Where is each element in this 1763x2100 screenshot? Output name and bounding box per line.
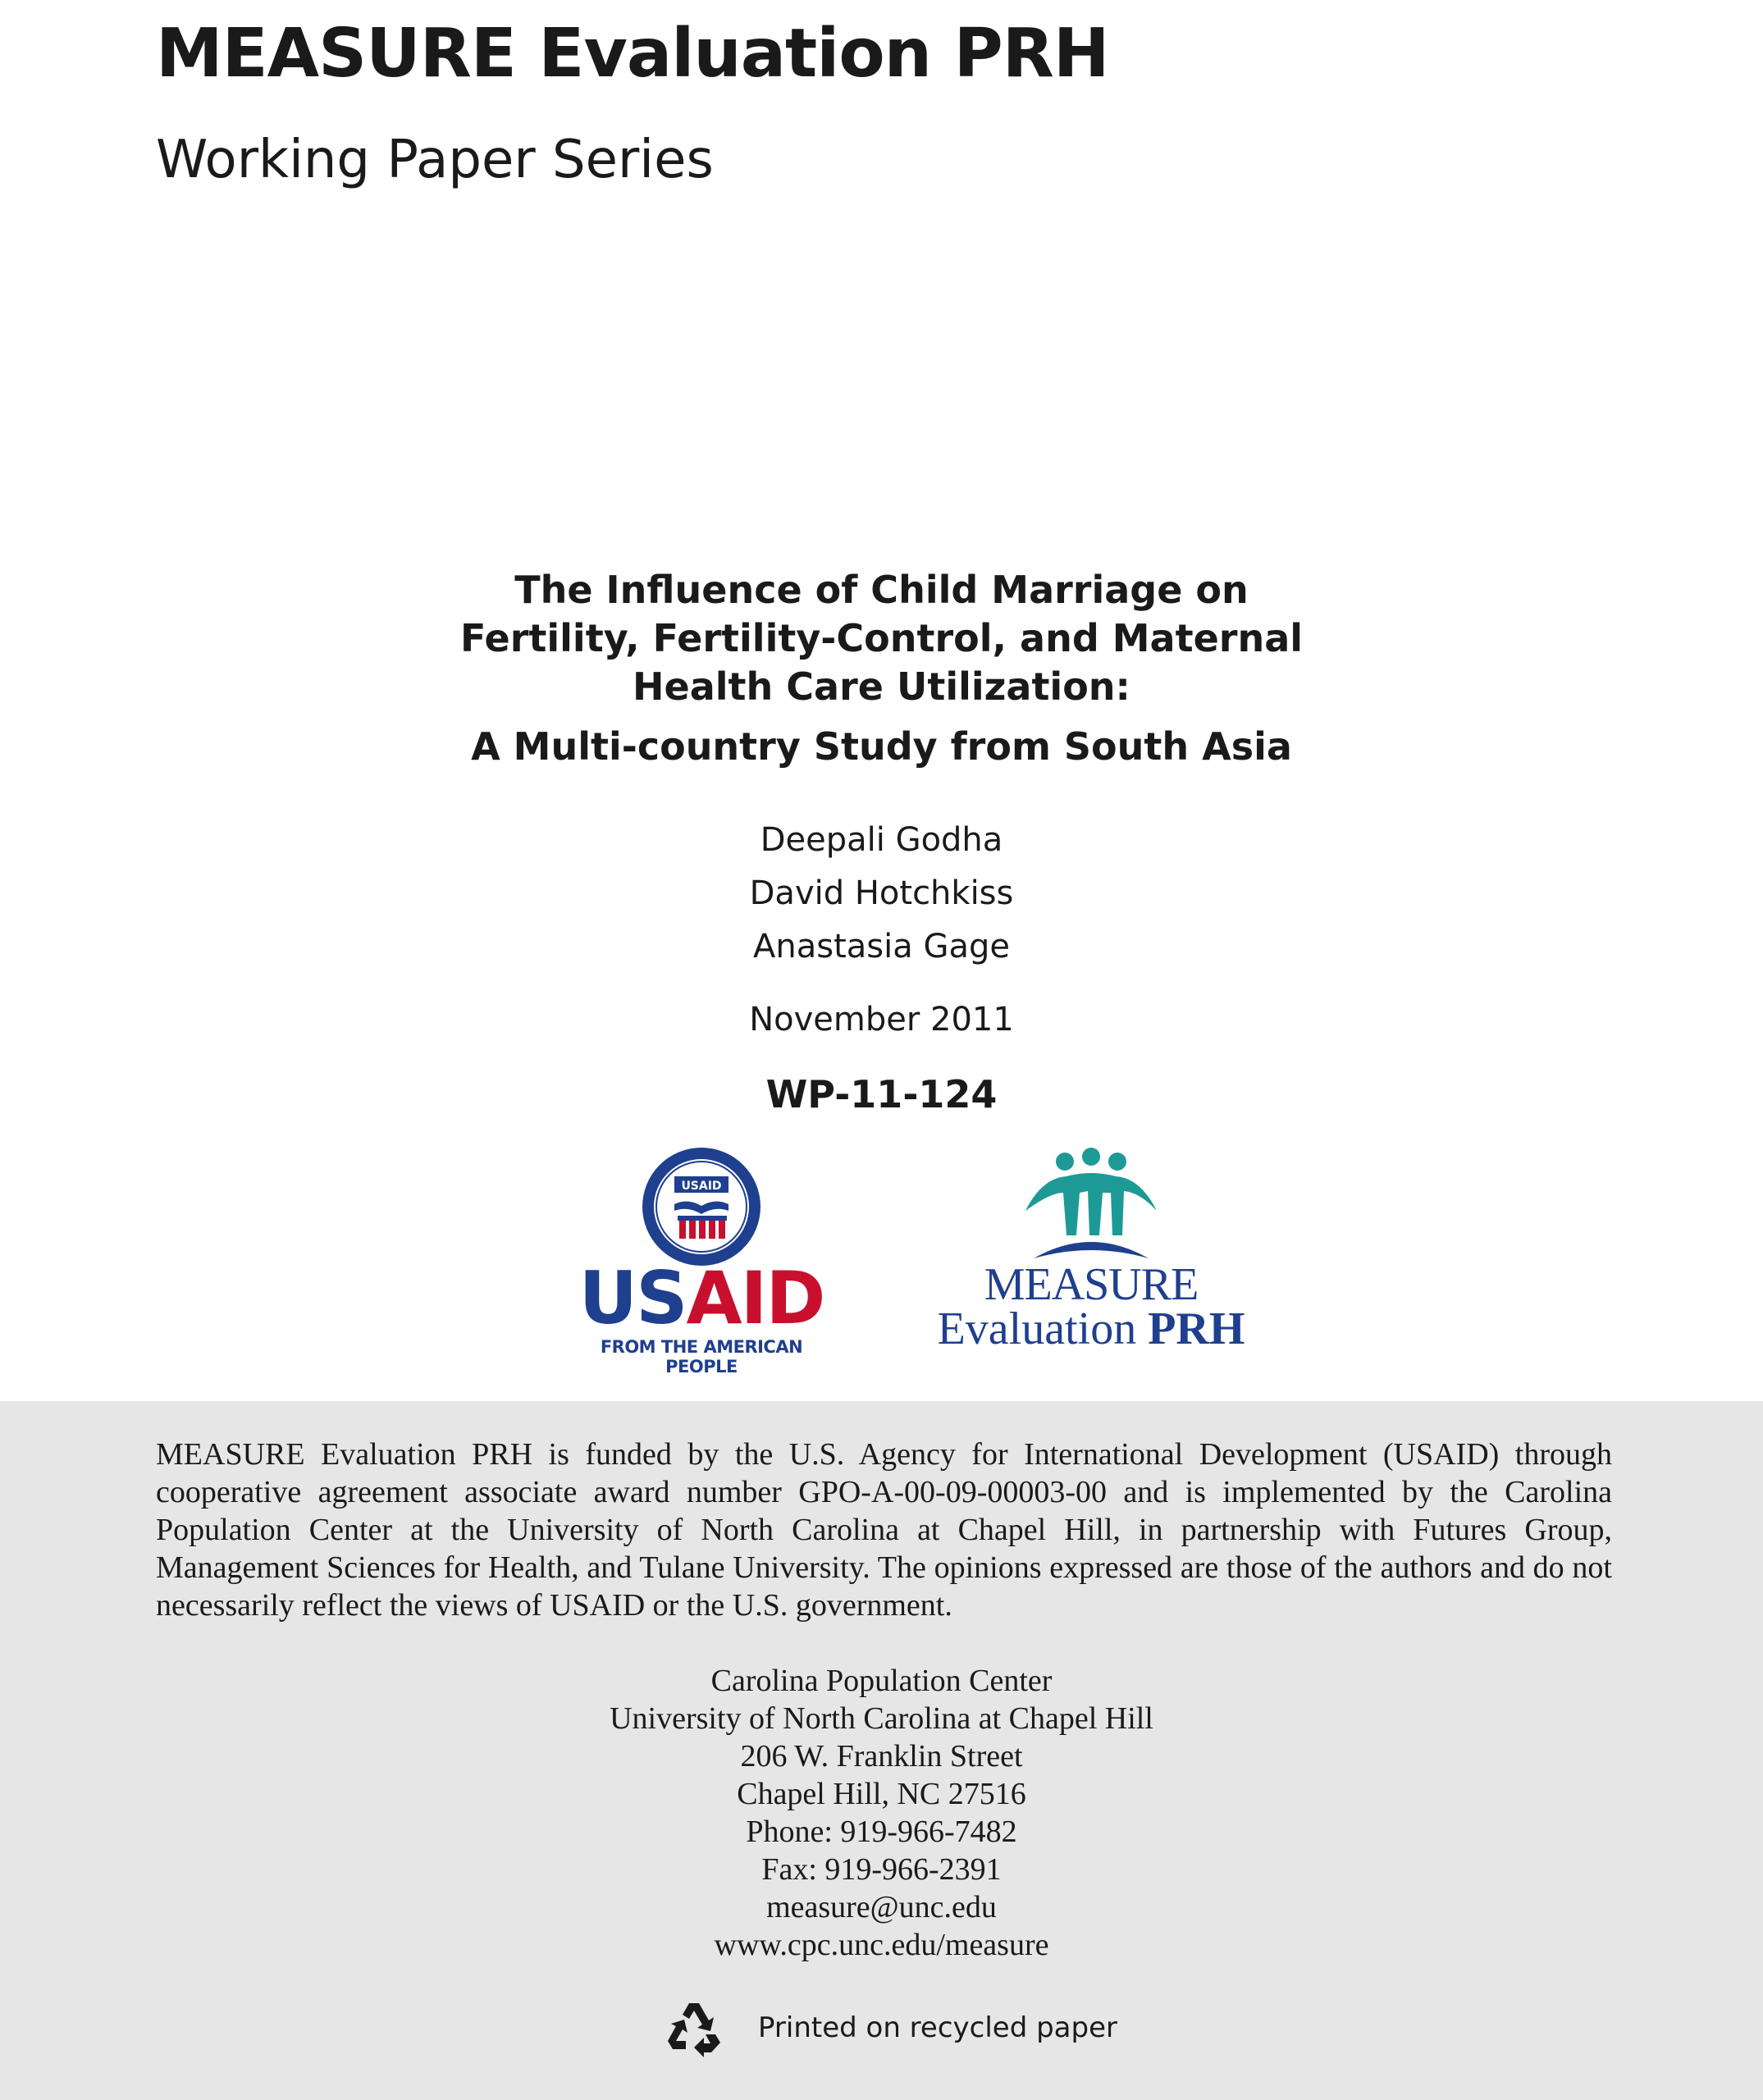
address-line: 206 W. Franklin Street — [740, 1739, 1023, 1774]
measure-evaluation-prh — [919, 1303, 1263, 1355]
paper-title-line: Fertility, Fertility-Control, and Maternal — [459, 616, 1304, 660]
footer-band — [0, 1401, 1763, 2100]
usaid-seal-label: USAID — [681, 1180, 722, 1193]
address-line: Chapel Hill, NC 27516 — [737, 1777, 1026, 1811]
measure-people-icon — [1017, 1145, 1165, 1268]
address-block — [0, 1662, 1763, 1964]
usaid-wordmark — [566, 1256, 837, 1340]
publication-date: November 2011 — [749, 1001, 1014, 1039]
usaid-wordmark-us: US — [578, 1256, 687, 1340]
measure-evaluation-logo — [919, 1145, 1263, 1358]
measure-eval-suffix: PRH — [1148, 1303, 1245, 1354]
paper-subtitle: A Multi-country Study from South Asia — [471, 724, 1292, 769]
fax-number: Fax: 919-966-2391 — [761, 1852, 1002, 1887]
usaid-tagline: FROM THE AMERICAN PEOPLE — [600, 1337, 803, 1376]
recycled-paper-label: Printed on recycled paper — [758, 2011, 1117, 2044]
measure-name: MEASURE — [984, 1259, 1199, 1310]
paper-title — [0, 566, 1763, 711]
email-address: measure@unc.edu — [766, 1890, 997, 1924]
recycle-icon — [665, 1998, 724, 2057]
funding-note: MEASURE Evaluation PRH is funded by the U.S. Agency for International Development (USAID) through cooperative agreement associate award number GPO-A-00-09-00003-00 and is implemented by the Carolina Population Center at the University of North Carolina at Chapel Hill, in partnership with Futures Group, Management Sciences for Health, and Tulane University. The opinions expressed are those of the authors and do not necessarily reflect the views of USAID or the U.S. government. — [156, 1437, 1612, 1623]
website-url: www.cpc.unc.edu/measure — [714, 1928, 1049, 1962]
usaid-wordmark-aid: AID — [686, 1256, 824, 1340]
address-line: University of North Carolina at Chapel Hill — [610, 1701, 1153, 1736]
working-paper-number: WP-11-124 — [765, 1072, 998, 1116]
series-title: MEASURE Evaluation PRH — [156, 15, 1109, 93]
usaid-logo — [566, 1145, 837, 1376]
author-name: Anastasia Gage — [753, 928, 1010, 966]
address-line: Carolina Population Center — [710, 1664, 1053, 1698]
paper-title-line: The Influence of Child Marriage on — [514, 568, 1249, 612]
phone-number: Phone: 919-966-7482 — [746, 1815, 1017, 1849]
paper-title-line: Health Care Utilization: — [633, 664, 1130, 709]
series-subtitle: Working Paper Series — [156, 130, 714, 190]
author-name: David Hotchkiss — [749, 874, 1014, 912]
usaid-seal-icon — [640, 1145, 763, 1268]
author-name: Deepali Godha — [760, 821, 1003, 859]
recycled-paper-note — [665, 1995, 1117, 2061]
paper-info — [0, 566, 1763, 1121]
measure-eval-prefix: Evaluation — [937, 1303, 1137, 1354]
author-list — [0, 814, 1763, 974]
